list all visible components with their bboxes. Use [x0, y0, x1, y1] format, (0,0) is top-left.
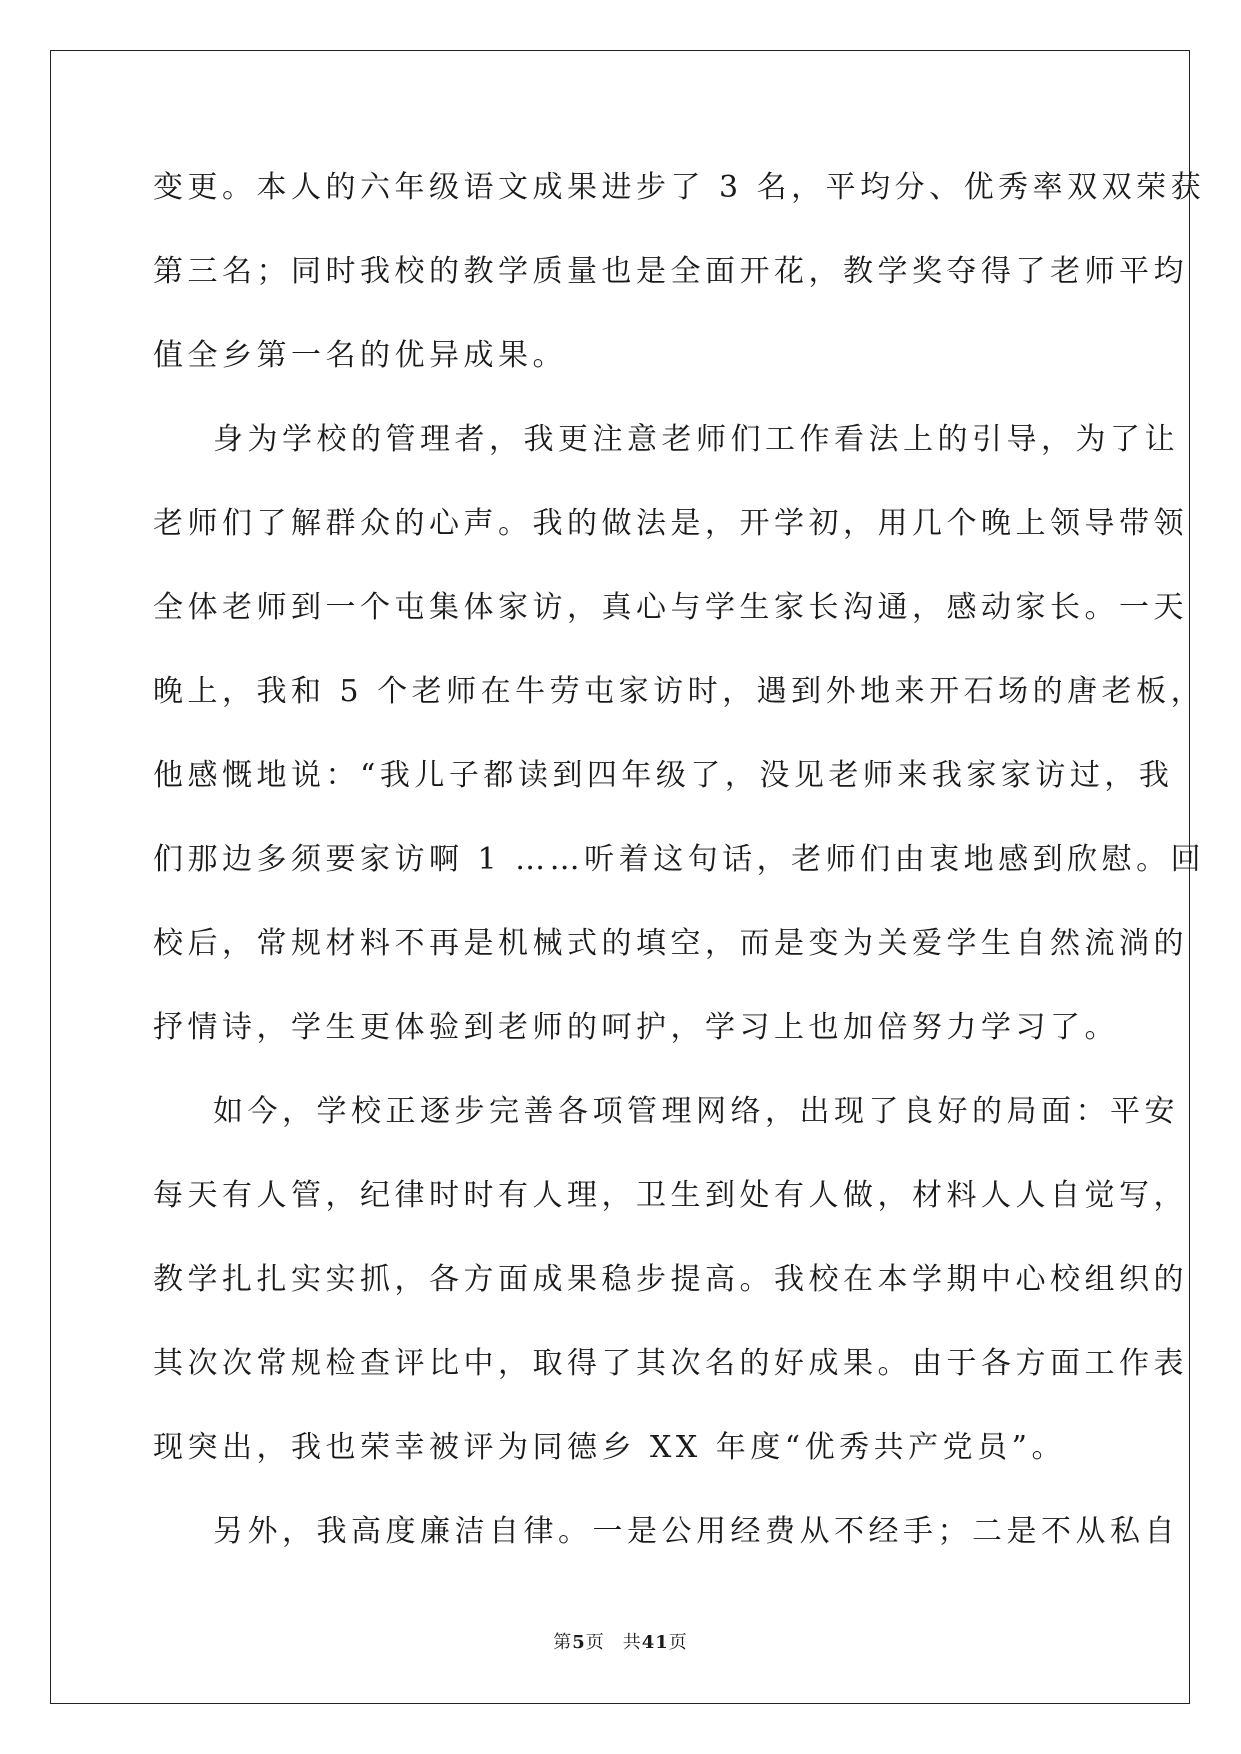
paragraph-line: 第三名；同时我校的教学质量也是全面开花，教学奖夺得了老师平均 [153, 254, 1188, 289]
total-prefix: 共 [622, 1632, 642, 1653]
paragraph-line: 身为学校的管理者，我更注意老师们工作看法上的引导，为了让 [213, 422, 1179, 457]
page-footer [0, 1628, 1241, 1654]
paragraph-line: 晚上，我和 5 个老师在牛劳屯家访时，遇到外地来开石场的唐老板， [153, 674, 1206, 709]
page-suffix: 页 [585, 1632, 605, 1653]
paragraph-line: 现突出，我也荣幸被评为同德乡 XX 年度“优秀共产党员”。 [153, 1430, 1066, 1465]
paragraph-line: 教学扎扎实实抓，各方面成果稳步提高。我校在本学期中心校组织的 [153, 1262, 1188, 1297]
paragraph-line: 其次次常规检查评比中，取得了其次名的好成果。由于各方面工作表 [153, 1346, 1188, 1381]
paragraph-line: 他感慨地说：“我儿子都读到四年级了，没见老师来我家家访过，我 [153, 758, 1174, 793]
paragraph-line: 抒情诗，学生更体验到老师的呵护，学习上也加倍努力学习了。 [153, 1010, 1119, 1045]
paragraph-line: 值全乡第一名的优异成果。 [153, 338, 567, 373]
paragraph-line: 们那边多须要家访啊 1 ……听着这句话，老师们由衷地感到欣慰。回 [153, 842, 1206, 877]
paragraph-line: 全体老师到一个屯集体家访，真心与学生家长沟通，感动家长。一天 [153, 590, 1188, 625]
document-body [153, 161, 1206, 1589]
paragraph-line: 老师们了解群众的心声。我的做法是，开学初，用几个晚上领导带领 [153, 506, 1188, 541]
paragraph-line: 如今，学校正逐步完善各项管理网络，出现了良好的局面：平安 [213, 1094, 1179, 1129]
page-number: 5 [572, 1632, 586, 1653]
paragraph-line: 另外，我高度廉洁自律。一是公用经费从不经手；二是不从私自 [213, 1514, 1179, 1549]
paragraph-line: 变更。本人的六年级语文成果进步了 3 名，平均分、优秀率双双荣获 [153, 170, 1206, 205]
page-prefix: 第 [553, 1632, 573, 1653]
total-suffix: 页 [668, 1632, 688, 1653]
paragraph-line: 校后，常规材料不再是机械式的填空，而是变为关爱学生自然流淌的 [153, 926, 1188, 961]
total-pages: 41 [641, 1632, 669, 1653]
paragraph-line: 每天有人管，纪律时时有人理，卫生到处有人做，材料人人自觉写， [153, 1178, 1188, 1213]
